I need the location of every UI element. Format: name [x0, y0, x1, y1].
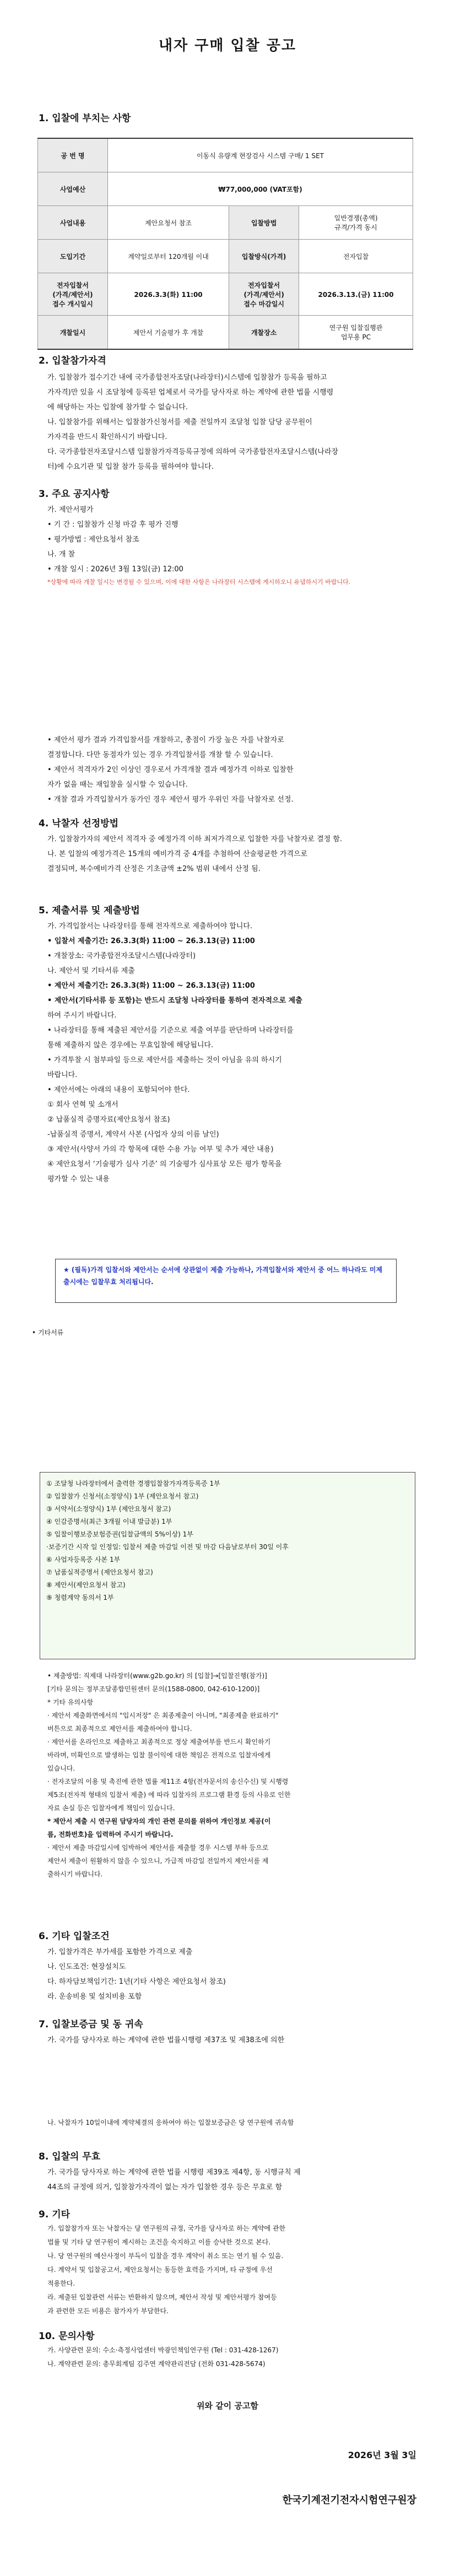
text-line: 가. 국가를 당사자로 하는 계약에 관한 법률시행령 제37조 및 제38조에 의한 [47, 2036, 285, 2044]
text-line: 하여 주시기 바랍니다. [47, 1011, 117, 1020]
text-line: 나. 개 찰 [47, 550, 75, 559]
text-line: 제5조(전자적 형태의 입찰서 제출) 에 따라 입찰자의 프로그램 환경 등의 사유로 인한 [47, 1791, 291, 1799]
text-line: 가. 입찰참가 접수기간 내에 국가종합전자조달(나라장터)시스템에 입찰참가 등록을 필하고 [47, 374, 327, 382]
issuing-organization: 한국기계전기전자시험연구원장 [282, 2494, 416, 2506]
section-10-body [47, 2344, 405, 2371]
section-7-body [47, 2033, 405, 2048]
section-9-body [47, 2222, 405, 2318]
table-value: 이동식 유량계 현장검사 시스템 구매/ 1 SET [108, 138, 413, 172]
text-line: 에 해당하는 자는 입찰에 참가할 수 없습니다. [47, 403, 188, 412]
text-line: · 제안서를 온라인으로 제출하고 최종적으로 정상 제출여부를 반드시 확인하기 [47, 1738, 271, 1746]
text-line: 가자격)만 있을 시 조달청에 등록된 업체로서 국가를 당사자로 하는 계약에 관한 법률 시행령 [47, 388, 334, 397]
text-line: 라. 제출된 입찰관련 서류는 반환하지 않으며, 제안서 작성 및 제안서평가 참여등 [47, 2293, 277, 2301]
text-line: -납품실적 증명서, 계약서 사본 (사업자 상의 이름 날인) [47, 1130, 219, 1139]
section-7-heading: 7. 입찰보증금 및 동 귀속 [39, 2019, 143, 2030]
text-line: • 평가방법 : 제안요청서 참조 [47, 535, 139, 544]
list-item: ③ 서약서(소정양식) 1부 (제안요청서 참고) [46, 1505, 171, 1513]
text-line: 나. 당 연구원의 예산사정이 부득이 입찰을 경우 계약이 취소 또는 연기 될 수 있음. [47, 2252, 284, 2260]
text-line: 버튼으로 최종적으로 제안서를 제출하여야 합니다. [47, 1725, 192, 1733]
table-label: 개찰일시 [38, 316, 108, 350]
text-line: 바라며, 미확인으로 발생하는 입찰 불이익에 대한 책임은 전적으로 입찰자에게 [47, 1751, 271, 1759]
table-label: 사업예산 [38, 172, 108, 206]
section-2-body [47, 370, 405, 474]
text-line: 나. 계약관련 문의: 총무회계팀 김주연 계약관리전담 (전화 031-428-5674) [47, 2360, 266, 2368]
text-line: • 제출방법: 직제대 나라장터(www.g2b.go.kr) 의 [입찰]→[입찰진행(참가)] [47, 1672, 267, 1680]
etc-docs-label: • 기타서류 [32, 1329, 64, 1336]
text-line: • 개찰 결과 가격입찰서가 동가인 경우 제안서 평가 우위인 자를 낙찰자로 선정. [47, 795, 294, 804]
notice-date: 2026년 3월 3일 [348, 2450, 416, 2460]
page-title: 내자 구매 입찰 공고 [158, 37, 297, 54]
text-line: 가. 가격입찰서는 나라장터를 통해 전자적으로 제출하여야 합니다. [47, 922, 253, 930]
table-label: 개찰장소 [229, 316, 299, 350]
section-8-heading: 8. 입찰의 무효 [39, 2151, 101, 2162]
table-label: 전자입찰서 (가격/제안서) 접수 개시일시 [38, 273, 108, 316]
text-line: * 제안서 제출 시 연구원 담당자의 개인 관련 문의를 위하여 개인정보 제공(이 [47, 1817, 271, 1825]
text-line: • 제안서(기타서류 등 포함)는 반드시 조달청 나라장터를 통하여 전자적으로 제출 [47, 997, 302, 1005]
list-item: ① 조달청 나라장터에서 출력한 경쟁입찰참가자격등록증 1부 [46, 1480, 220, 1487]
text-line: ③ 제안서(사양서 가의 각 항목에 대한 수용 가능 여부 및 추가 제안 내용) [47, 1145, 274, 1154]
closing-statement: 위와 같이 공고함 [197, 2401, 258, 2411]
text-line: · 제안서 제출 마감일시에 임박하여 제안서를 제출할 경우 시스템 부하 등으로 [47, 1844, 269, 1852]
text-line: 출하시기 바랍니다. [47, 1870, 103, 1878]
text-line: 평가할 수 있는 내용 [47, 1175, 110, 1183]
text-line: 나. 낙찰자가 10일이내에 계약체결의 응하여야 하는 입찰보증금은 당 연구원에 귀속함 [47, 2119, 294, 2126]
section-5-body [47, 919, 405, 1187]
section-3-heading: 3. 주요 공지사항 [39, 489, 110, 500]
text-line: 나. 제안서 및 기타서류 제출 [47, 967, 135, 975]
section-4-body [47, 832, 405, 876]
text-line: • 입찰서 제출기간: 26.3.3(화) 11:00 ~ 26.3.13(금) 11:00 [47, 937, 255, 945]
table-value: 제안요청서 참조 [108, 206, 229, 240]
text-line: • 제안서 적격자가 2인 이상인 경우로서 가격개찰 결과 예정가격 이하로 입찰한 [47, 766, 294, 774]
text-line: 나. 입찰참가를 위해서는 입찰참가신청서를 제출 전일까지 조달청 입찰 담당 공무원이 [47, 418, 312, 426]
section-6-body [47, 1945, 405, 2004]
table-label: 도입기간 [38, 240, 108, 273]
red-note: *상황에 따라 개찰 일시는 변경될 수 있으며, 이에 대한 사항은 나라장터 시스템에 게시하오니 유념하시기 바랍니다. [47, 578, 351, 586]
text-line: 다. 계약서 및 입찰공고서, 제안요청서는 동등한 효력을 가지며, 타 규정에 우선 [47, 2266, 273, 2274]
submission-method-body [47, 1669, 411, 1881]
table-label: 전자입찰서 (가격/제안서) 접수 마감일시 [229, 273, 299, 316]
text-line: ② 납품실적 증명자료(제안요청서 참조) [47, 1116, 170, 1124]
text-line: 다. 국가종합전자조달시스템 입찰참가자격등록규정에 의하여 국가종합전자조달시스템(나라장 [47, 448, 339, 456]
text-line: 통해 제출하지 않은 경우에는 무효입찰에 해당됩니다. [47, 1041, 214, 1049]
table-value: 2026.3.3(화) 11:00 [108, 273, 229, 316]
text-line: • 개찰장소: 국가종합전자조달시스템(나라장터) [47, 952, 196, 960]
text-line: * 기타 유의사항 [47, 1698, 94, 1706]
text-line: • 기 간 : 입찰참가 신청 마감 후 평가 진행 [47, 521, 178, 529]
text-line: 적용한다. [47, 2280, 75, 2287]
text-line: 44조의 규정에 의거, 입찰참가자격이 없는 자가 입찰한 경우 등은 무효로 함 [47, 2183, 283, 2191]
list-item: ·보증기간 시작 일 인정일: 입찰서 제출 마감일 이전 및 마감 다음날로부터 30일 이후 [46, 1543, 289, 1551]
section-8-body [47, 2165, 405, 2195]
required-documents-list [46, 1478, 399, 1604]
text-line: 가. 입찰가격은 부가세를 포함한 가격으로 제출 [47, 1948, 193, 1956]
table-value: ₩77,000,000 (VAT포함) [108, 172, 413, 206]
table-value: 전자입찰 [299, 240, 413, 273]
required-notice-box: ★ (필독)가격 입찰서와 제안서는 순서에 상관없이 제출 가능하나, 가격입찰서와 제안서 중 어느 하나라도 미제출시에는 입찰무효 처리됩니다. [55, 1259, 397, 1303]
text-line: 라. 운송비용 및 설치비용 포함 [47, 1993, 142, 2001]
bid-info-table [37, 138, 413, 350]
text-line: 제안서 제출이 원활하지 않을 수 있으니, 가급적 마감일 전일까지 제안서를 제 [47, 1857, 269, 1865]
section-1-heading: 1. 입찰에 부치는 사항 [39, 113, 131, 124]
text-line: 가. 입찰참가자 또는 낙찰자는 당 연구원의 규정, 국가를 당사자로 하는 계약에 관한 [47, 2225, 286, 2232]
section-9-heading: 9. 기타 [39, 2209, 71, 2220]
list-item: ⑥ 사업자등록증 사본 1부 [46, 1556, 121, 1563]
table-label: 입찰방법 [229, 206, 299, 240]
text-line: • 제안서 평가 결과 가격입찰서를 개찰하고, 총점이 가장 높은 자를 낙찰자로 [47, 736, 284, 744]
text-line: 나. 인도조건: 현장설치도 [47, 1963, 126, 1971]
text-line: 과 관련한 모든 비용은 참가자가 부담한다. [47, 2307, 169, 2315]
text-line: 바랍니다. [47, 1071, 78, 1079]
list-item: ⑨ 청렴계약 동의서 1부 [46, 1594, 114, 1601]
text-line: • 가격투찰 시 첨부파일 등으로 제안서를 제출하는 것이 아님을 유의 하시기 [47, 1056, 282, 1064]
section-3-body [47, 502, 405, 588]
table-value: 일반경쟁(총액) 규격/가격 동시 [299, 206, 413, 240]
section-3-eval-body [47, 733, 405, 807]
table-value: 2026.3.13.(금) 11:00 [299, 273, 413, 316]
list-item: ⑤ 입찰이행보증보험증권(입찰금액의 5%이상) 1부 [46, 1530, 193, 1538]
text-line: 나. 본 입찰의 예정가격은 15개의 예비가격 중 4개를 추첨하여 산술평균한 가격으로 [47, 850, 308, 858]
text-line: 자가 없을 때는 재입찰을 실시할 수 있습니다. [47, 781, 188, 789]
section-7-body-b [47, 2115, 405, 2130]
list-item: ② 입찰참가 신청서(소정양식) 1부 (제안요청서 참고) [46, 1492, 199, 1500]
text-line: • 개찰 일시 : 2026년 3월 13일(금) 12:00 [47, 565, 183, 573]
text-line: 가. 제안서평가 [47, 506, 94, 514]
text-line: · 제안서 제출화면에서의 "입시저장" 은 최종제출이 아니며, "최종제출 완료하기" [47, 1712, 279, 1719]
section-10-heading: 10. 문의사항 [39, 2331, 95, 2342]
text-line: 결정합니다. 다만 동점자가 있는 경우 가격입찰서를 개찰 할 수 있습니다. [47, 751, 273, 759]
text-line: 가. 사양관련 문의: 수소·측정사업센터 박광민책임연구원 (Tel : 031-428-1267) [47, 2346, 279, 2354]
table-value: 연구원 입찰집행관 업무용 PC [299, 316, 413, 350]
text-line: ① 회사 연혁 및 소개서 [47, 1101, 118, 1109]
text-line: 터)에 수요기관 및 입찰 참가 등록을 필하여야 합니다. [47, 463, 214, 471]
table-label: 입찰방식(가격) [229, 240, 299, 273]
text-line: • 나라장터를 통해 제출된 제안서를 기준으로 제출 여부를 판단하며 나라장터를 [47, 1026, 294, 1035]
section-4-heading: 4. 낙찰자 선정방법 [39, 818, 119, 829]
text-line: 자료 손실 등은 입찰자에게 책임이 있습니다. [47, 1804, 175, 1812]
text-line: 다. 하자담보책임기간: 1년(기타 사항은 제안요청서 참조) [47, 1978, 226, 1986]
section-5-heading: 5. 제출서류 및 제출방법 [39, 905, 140, 916]
text-line: 름, 전화번호)을 입력하여 주시기 바랍니다. [47, 1831, 174, 1838]
text-line: 법률 및 기타 당 연구원이 제시하는 조건을 숙지하고 이를 승낙한 것으로 본다. [47, 2238, 271, 2246]
section-2-heading: 2. 입찰참가자격 [39, 355, 106, 366]
table-label: 사업내용 [38, 206, 108, 240]
text-line: 가자격을 반드시 확인하시기 바랍니다. [47, 433, 167, 441]
text-line: ④ 제안요청서 ‘기술평가 심사 기준’ 의 기술평가 심사표상 모든 평가 항목을 [47, 1160, 282, 1168]
text-line: 가. 국가를 당사자로 하는 계약에 관한 법률 시행령 제39조 제4항, 동 시행규칙 제 [47, 2168, 301, 2177]
text-line: 결정되며, 복수예비가격 산정은 기초금액 ±2% 범위 내에서 산정 됨. [47, 865, 261, 873]
table-value: 제안서 기술평가 후 개찰 [108, 316, 229, 350]
table-value: 계약일로부터 120개월 이내 [108, 240, 229, 273]
list-item: ⑦ 납품실적증명서 (제안요청서 참고) [46, 1568, 153, 1576]
list-item: ⑧ 제안서(제안요청서 참고) [46, 1581, 126, 1589]
text-line: [기타 문의는 정부조달종합민원센터 문의(1588-0800, 042-610-1200)] [47, 1685, 260, 1693]
text-line: 있습니다. [47, 1765, 75, 1772]
text-line: 가. 입찰참가자의 제안서 적격자 중 예정가격 이하 최저가격으로 입찰한 자를 낙찰자로 결정 함. [47, 835, 343, 843]
table-label: 공 번 명 [38, 138, 108, 172]
section-6-heading: 6. 기타 입찰조건 [39, 1931, 110, 1942]
text-line: • 제안서에는 아래의 내용이 포함되어야 한다. [47, 1086, 190, 1094]
text-line: • 제안서 제출기간: 26.3.3(화) 11:00 ~ 26.3.13(금) 11:00 [47, 982, 255, 990]
list-item: ④ 인감증명서(최근 3개월 이내 발급분) 1부 [46, 1518, 172, 1525]
text-line: · 전자조달의 이용 및 촉진에 관한 법률 제11조 4항(전자문서의 송신수신) 및 시행령 [47, 1778, 289, 1785]
